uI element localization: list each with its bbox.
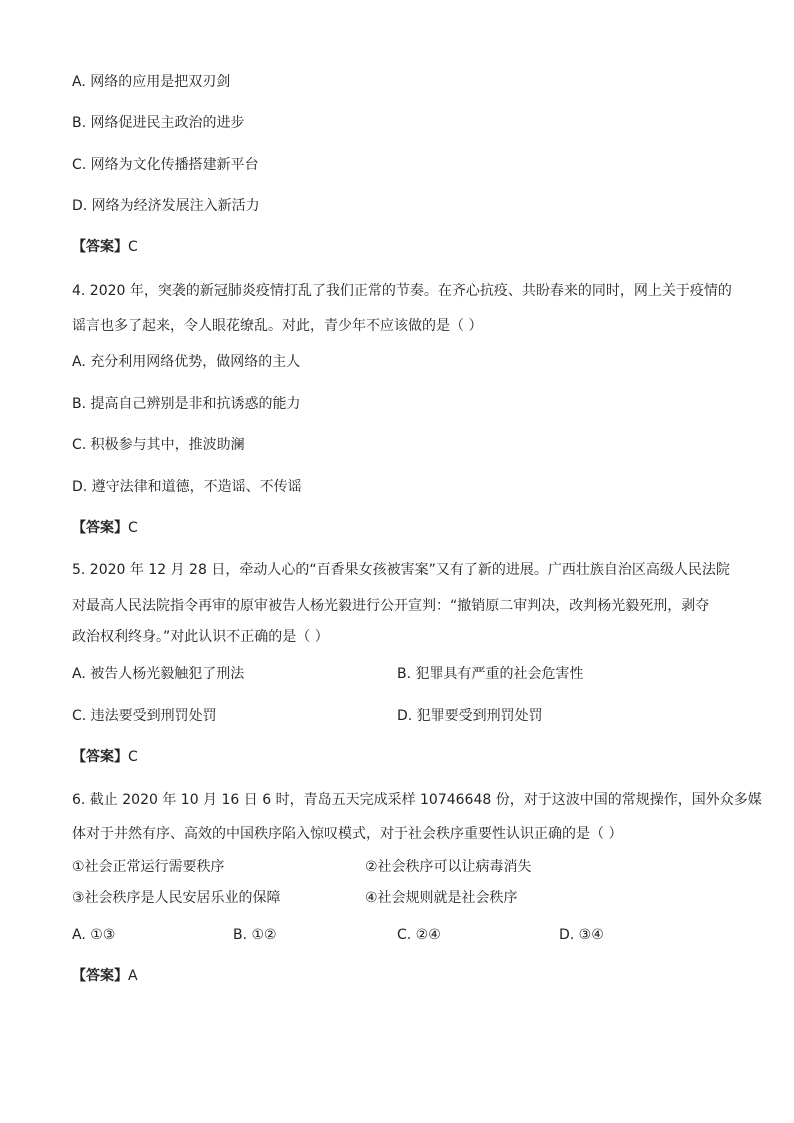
- answer-value: C: [128, 520, 138, 536]
- q4-option-d: D. 遵守法律和道德，不造谣、不传谣: [72, 479, 302, 495]
- q6-statement-1: ①社会正常运行需要秩序: [72, 859, 225, 875]
- q6-stem-line1: 6. 截止 2020 年 10 月 16 日 6 时，青岛五天完成采样 10746648 份，对于这波中国的常规操作，国外众多媒: [72, 792, 762, 808]
- answer-value: C: [128, 749, 138, 765]
- q5-stem-line2: 对最高人民法院指令再审的原审被告人杨光毅进行公开宣判：“撤销原二审判决，改判杨光毅死刑，剥夺: [72, 598, 710, 614]
- q5-option-b: B. 犯罪具有严重的社会危害性: [397, 666, 584, 682]
- q6-stem-line2: 体对于井然有序、高效的中国秩序陷入惊叹模式，对于社会秩序重要性认识正确的是（ ）: [72, 826, 623, 842]
- q4-option-b: B. 提高自己辨别是非和抗诱惑的能力: [72, 396, 301, 412]
- q4-stem-line1: 4. 2020 年，突袭的新冠肺炎疫情打乱了我们正常的节奏。在齐心抗疫、共盼春来的同时，网上关于疫情的: [72, 283, 732, 299]
- q3-answer: [72, 237, 138, 257]
- answer-value: C: [128, 239, 138, 255]
- q6-option-b: B. ①②: [233, 927, 277, 943]
- q4-option-c: C. 积极参与其中，推波助澜: [72, 437, 245, 453]
- answer-label: 【答案】: [72, 749, 128, 765]
- q3-option-c: C. 网络为文化传播搭建新平台: [72, 157, 259, 173]
- q6-statement-3: ③社会秩序是人民安居乐业的保障: [72, 890, 281, 906]
- q5-stem-line3: 政治权利终身。”对此认识不正确的是（ ）: [72, 629, 329, 645]
- answer-label: 【答案】: [72, 968, 128, 984]
- q4-answer: [72, 518, 138, 538]
- q4-stem-line2: 谣言也多了起来，令人眼花缭乱。对此，青少年不应该做的是（ ）: [72, 318, 483, 334]
- q6-statement-2: ②社会秩序可以让病毒消失: [365, 859, 532, 875]
- q3-option-a: A. 网络的应用是把双刃剑: [72, 74, 231, 90]
- q5-option-c: C. 违法要受到刑罚处罚: [72, 708, 217, 724]
- answer-label: 【答案】: [72, 239, 128, 255]
- q3-option-b: B. 网络促进民主政治的进步: [72, 115, 245, 131]
- q5-stem-line1: 5. 2020 年 12 月 28 日，牵动人心的“百香果女孩被害案”又有了新的进展。广西壮族自治区高级人民法院: [72, 562, 730, 578]
- q6-option-c: C. ②④: [397, 927, 441, 943]
- answer-label: 【答案】: [72, 520, 128, 536]
- q6-option-d: D. ③④: [559, 927, 604, 943]
- q6-answer: [72, 966, 138, 986]
- q3-option-d: D. 网络为经济发展注入新活力: [72, 198, 260, 214]
- q4-option-a: A. 充分利用网络优势，做网络的主人: [72, 354, 301, 370]
- q5-option-a: A. 被告人杨光毅触犯了刑法: [72, 666, 245, 682]
- q5-option-d: D. 犯罪要受到刑罚处罚: [397, 708, 543, 724]
- q5-answer: [72, 747, 138, 767]
- q6-statement-4: ④社会规则就是社会秩序: [365, 890, 518, 906]
- q6-option-a: A. ①③: [72, 927, 116, 943]
- answer-value: A: [128, 968, 138, 984]
